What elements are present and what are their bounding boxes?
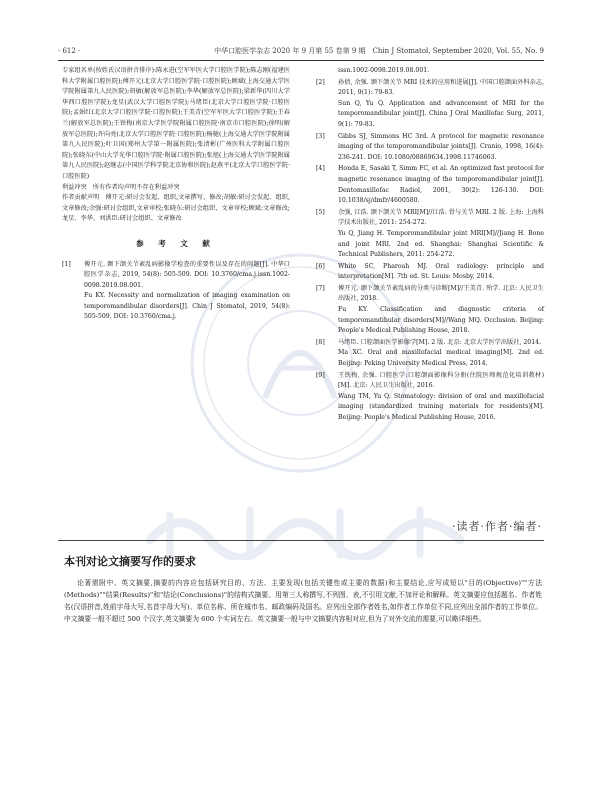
author-contributions: 作者贡献声明 傅开元:研讨会发起、组织,文章撰写、修改;胡敏:研讨会发起、组织,文章修改;余强:研讨会组织,文章审校;张晓东:研讨会组织、文章审校;顾斌:文章修改;龙星、李华、刘洪臣:研讨会组织、文章修改: [62, 194, 290, 223]
reference-entry: [316, 164, 544, 206]
reference-entry: [316, 66, 544, 77]
reference-cn: 傅开元. 颞下颌关节紊乱病影像学检查的重要性以及存在的问题[J]. 中华口腔医学杂志, 2019, 54(8): 505-509. DOI: 10.3760/cma.j.issn.1002-0098.2019.08.001.: [84, 260, 290, 289]
journal-running-head: 中华口腔医学杂志 2020 年 9 月第 55 卷第 9 期 Chin J Stomatol, September 2020, Vol. 55, No. 9: [214, 47, 544, 55]
reference-number: [1]: [62, 260, 71, 268]
reference-entry: [316, 371, 544, 424]
reference-cn: 马绪臣. 口腔颌面医学影像学[M]. 2 版. 北京: 北京大学医学出版社, 2014.: [338, 338, 542, 346]
reference-cn: issn.1002-0098.2019.08.001.: [338, 67, 430, 74]
conflict-of-interest: 利益冲突 所有作者均声明不存在利益冲突: [62, 183, 180, 191]
reference-cn: 孙倩, 余强. 颞下颌关节 MRI 技术的应用和进展[J]. 中国口腔颌面外科杂志, 2011, 9(1): 79-83.: [338, 78, 544, 97]
reference-en: Yu Q, Jiang H. Temporomandibular joint MRI[M]//Jiang H. Bone and joint MRI. 2nd ed. Shanghai: Shanghai Scientific & Technical Publishers, 2011: 254-272.: [338, 229, 544, 259]
column-header: ·读者·作者·编者·: [452, 520, 542, 533]
reference-cn: Gibbs SJ, Simmons HC 3rd. A protocol for magnetic resonance imaging of the temporomandibular joints[J]. Cranio, 1998, 16(4): 236-241. DOI: 10.1080/08869634.1998.11746063.: [338, 132, 544, 161]
reference-entry: [316, 78, 544, 131]
reference-entry: [316, 208, 544, 261]
reference-entry: [316, 284, 544, 337]
reference-entry: [316, 338, 544, 370]
reference-number: [4]: [316, 165, 325, 173]
reference-number: [5]: [316, 208, 325, 216]
column-rule: [58, 540, 544, 541]
reference-entry: [62, 260, 290, 324]
reference-number: [3]: [316, 132, 325, 140]
right-column: [316, 66, 544, 425]
reference-en: Fu KY. Classification and diagnostic criteria of temporomandibular disorders[M]//Wang MQ. Occlusion. Beijing: People's Medical Publishing House, 2018.: [338, 306, 544, 335]
reference-cn: White SC, Pharoah MJ. Oral radiology: principle and interpretation[M]. 7th ed. St. Louis: Mosby, 2014.: [338, 262, 544, 281]
reference-number: [2]: [316, 78, 325, 86]
reference-en: Fu KY. Necessity and normalization of imaging examination on temporomandibular disorders[J]. Chin J Stomatol, 2019, 54(8): 505-509. DOI: 10.3760/cma.j.: [84, 292, 290, 321]
reference-cn: 余强, 江浩. 颞下颌关节 MRI[M]//江浩. 骨与关节 MRI. 2 版. 上海: 上海科学技术出版社, 2011: 254-272.: [338, 208, 544, 227]
article-title: 本刊对论文摘要写作的要求: [64, 555, 196, 568]
reference-number: [8]: [316, 338, 325, 346]
calligraphy-watermark: [140, 500, 470, 560]
reference-entry: [316, 262, 544, 283]
reference-en: Wang TM, Yu Q. Stomatology: division of oral and maxillofacial imaging (standardized training materials for residents)[M]. Beijing: People's Medical Publishing House, 2016.: [338, 392, 544, 421]
page-header: [58, 44, 544, 58]
reference-cn: 傅开元. 颞下颌关节紊乱病的分类与诊断[M]//王美青. 殆学. 北京: 人民卫生出版社, 2018.: [338, 284, 544, 303]
reference-cn: Honda E, Sasaki T, Simm FC, et al. An optimized fast protocol for magnetic resonance imaging of the temporomandibular joint[J]. Dentomaxillofac Radiol, 2001, 30(2): 126-130. DOI: 10.1038/sj/dmfr/4600580.: [338, 165, 544, 205]
reference-number: [7]: [316, 284, 325, 292]
reference-entry: [316, 132, 544, 164]
header-rule: [58, 60, 544, 61]
reference-en: Ma XC. Oral and maxillofacial medical imaging[M]. 2nd ed. Beijing: Peking University Medical Press, 2014.: [338, 349, 544, 368]
reference-cn: 王铁梅, 余强. 口腔医学:口腔颌面影像科分册(住院医师规范化培训教材)[M]. 北京: 人民卫生出版社, 2016.: [338, 371, 544, 390]
article-body: 论著需附中、英文摘要,摘要的内容应包括研究目的、方法、主要发现(包括关键性或主要的数据)和主要结论,应写成短以"目的(Objective)""方法(Methods)""结果(Results)"和"结论(Conclusions)"的结构式摘要。用第三人称撰写,不列图、表,不引用文献,不加评论和解释。英文摘要应包括题名、作者姓名(汉语拼音,姓前字母大写,名首字母大写)、单位名称、所在城市名、邮政编码及国名。应列出全部作者姓名,如作者工作单位不同,应列出全部作者的工作单位。中文摘要一般不超过 500 个汉字,英文摘要为 600 个实词左右。英文摘要一般与中文摘要内容相对应,但为了对外交流的需要,可以略详细些。: [64, 579, 542, 623]
reference-en: Sun Q, Yu Q. Application and advancement of MRI for the temporomandibular joint[J]. China J Oral Maxillofac Surg, 2011, 9(1): 79-83.: [338, 99, 544, 128]
page-number: · 612 ·: [58, 47, 81, 55]
reference-number: [9]: [316, 371, 325, 379]
expert-group-list: 专家组名单(按姓氏汉语拼音排序):陈永进(空军军医大学口腔医学院);陈志刚(福建医科大学附属口腔医院);傅开元(北京大学口腔医学院·口腔医院);顾斌(上海交通大学医学院附属第九人民医院);胡敏(解放军总医院);李华(解放军总医院);梁新华(四川大学华西口腔医学院);龙星(武汉大学口腔医学院);马绪臣(北京大学口腔医学院·口腔医院);孟娟红(北京大学口腔医学院·口腔医院);王美青(空军军医大学口腔医学院);王春兰(解放军总医院);王铁梅(南京大学医学院附属口腔医院·南京市口腔医院);徐明(解放军总医院);许向亮(北京大学口腔医学院·口腔医院);杨驰(上海交通大学医学院附属第九人民医院);叶卫国(郑州大学第一附属医院);张清彬(广州医科大学附属口腔医院);张晓东(中山大学光华口腔医学院·附属口腔医院);张旭(上海交通大学医学院附属第九人民医院);赵继志(中国医学科学院北京协和医院);赵燕平(北京大学口腔医学院·口腔医院): [62, 67, 290, 180]
left-column: [62, 66, 290, 324]
references-heading: 参 考 文 献: [136, 238, 216, 248]
reference-number: [6]: [316, 262, 325, 270]
